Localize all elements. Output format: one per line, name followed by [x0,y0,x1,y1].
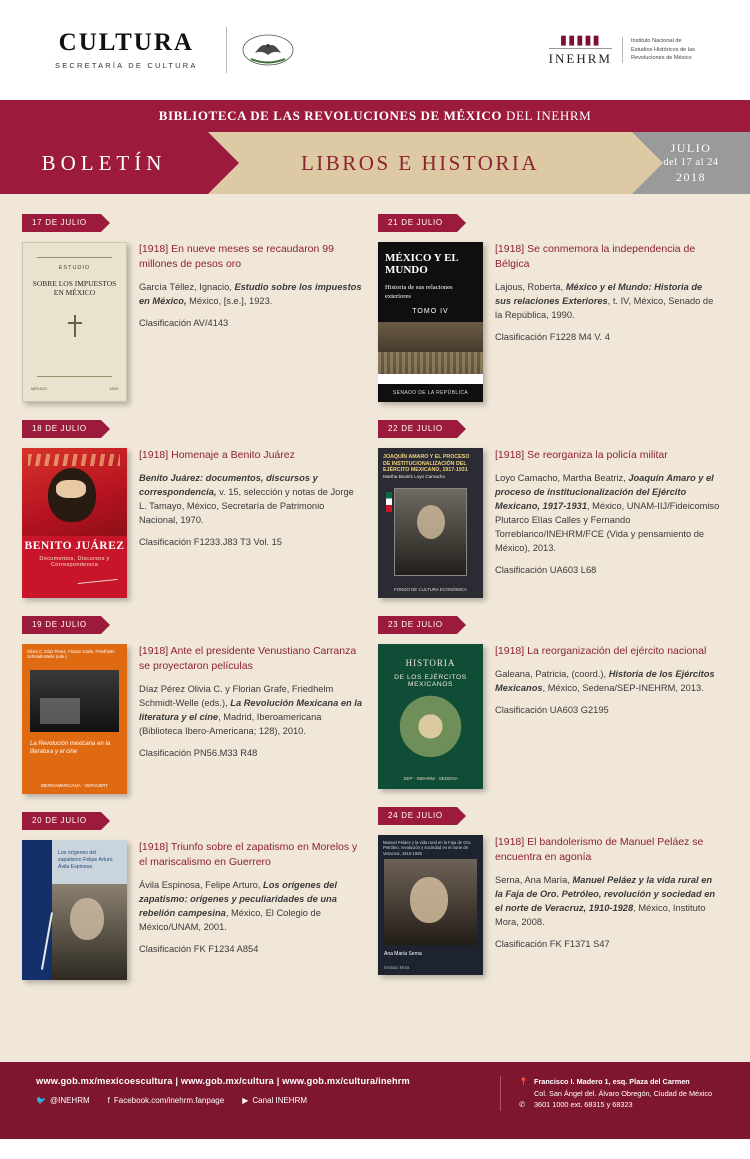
entry-clasificacion: Clasificación PN56.M33 R48 [139,748,258,759]
boletin-arrow [208,132,239,194]
escudo-nacional [241,33,295,67]
cover-header: Olivia C. Díaz Pérez, Florian Grafe, Friedhelm Schmidt-Welle (eds.) [27,649,115,660]
footer-left [0,1076,500,1111]
entry-clasificacion: Clasificación FK F1371 S47 [495,939,610,950]
footer-social [36,1096,500,1105]
cover-footer: Instituto Mora [384,965,410,970]
ref-pre: Díaz Pérez Olivia C. y Florian Grafe, Friedhelm Schmidt-Welle (eds.), [139,684,334,709]
youtube-icon: ▶ [242,1096,249,1105]
book-cover [378,835,483,975]
entries-column-left [22,212,364,996]
cross-icon [68,315,82,337]
cover-photo [378,322,483,374]
date-badge: 17 DE JULIO [22,214,101,232]
seccion-block [208,132,632,194]
ref-pre: Lajous, Roberta, [495,282,566,293]
ref-post: , Madrid, Iberoamericana (Biblioteca Ibero-Americana; 128), 2010. [139,712,322,737]
book-cover [22,242,127,402]
cover-title: MÉXICO Y EL MUNDO [385,252,459,277]
ref-pre: Ávila Espinosa, Felipe Arturo, [139,880,264,891]
ref-post: , México, Sedena/SEP-INEHRM, 2013. [542,683,704,694]
portrait-photo [384,859,477,945]
footer-contact [500,1076,750,1111]
date-badge: 22 DE JULIO [378,420,457,438]
entry-headline: [1918] Se conmemora la independencia de Bélgica [495,243,696,271]
ref-pre: Serna, Ana María, [495,875,573,886]
entry-clasificacion: Clasificación UA603 L68 [495,564,597,575]
inehrm-name: INEHRM [549,48,612,67]
fecha-mes: JULIO [670,141,712,156]
seccion-label: LIBROS E HISTORIA [300,150,540,175]
cover-line-2: SOBRE LOS IMPUESTOS EN MÉXICO [32,279,117,298]
book-cover [22,448,127,598]
entry-reference [139,879,364,935]
cover-footer: FONDO DE CULTURA ECONÓMICA [394,587,467,592]
cover-subtitle: Historia de sus relaciones exteriores [385,284,453,300]
cover-footer: IBEROAMERICANA · VERVUERT [40,783,109,788]
cover-author: Ana María Serna [384,951,422,957]
entry-item [22,810,364,980]
seccion-arrow [632,132,663,194]
ref-pre: Galeana, Patricia, (coord.), [495,669,609,680]
cover-tomo: TOMO IV [412,308,449,315]
entry-item [22,212,364,402]
flag-icon [386,492,392,512]
phone-text: 3601 1000 ext. 68315 y 68323 [534,1100,633,1110]
entry-item [378,805,720,975]
entry-reference [495,281,720,323]
entry-clasificacion: Clasificación UA603 G2195 [495,705,609,716]
entry-reference [495,874,720,930]
entries-column-right [378,212,720,996]
date-badge: 18 DE JULIO [22,420,101,438]
entry-headline: [1918] En nueve meses se recaudaron 99 millones de pesos oro [139,243,334,271]
cultura-wordmark [55,30,212,70]
ref-title: Benito Juárez: documentos, discursos y correspondencia, [139,473,318,498]
entry-headline: [1918] Triunfo sobre el zapatismo en Morelos y el mariscalismo en Guerrero [139,841,358,869]
ref-pre: García Téllez, Ignacio, [139,282,235,293]
cover-author: Martha Beatriz Loyo Camacho [383,474,446,479]
phone-row [519,1099,750,1111]
entry-clasificacion: Clasificación F1228 M4 V. 4 [495,332,610,343]
boletin-band [0,132,750,194]
entry-headline: [1918] El bandolerismo de Manuel Peláez se encuentra en agonía [495,836,704,864]
ref-title: Joaquín Amaro y el proceso de institucionalización del Ejército Mexicano, 1917-1931 [495,473,714,512]
twitter-icon: 🐦 [36,1096,46,1105]
entry-clasificacion: Clasificación FK F1234 A854 [139,944,259,955]
date-badge: 20 DE JULIO [22,812,101,830]
ref-post: , México, UNAM-IIJ/Fideicomiso Plutarco Elías Calles y Fernando Torreblanco/INEHRM/FCE (Vida y pensamiento de México), 2013. [495,501,720,553]
boletin-label: BOLETÍN [41,150,167,175]
portrait-illustration [48,468,96,522]
address-line-1: Francisco I. Madero 1, esq. Plaza del Carmen [534,1077,690,1086]
cover-header: Los orígenes del zapatismo Felipe Arturo Ávila Espinosa [58,850,113,870]
cover-header: JOAQUÍN AMARO Y EL PROCESO DE INSTITUCIONALIZACIÓN DEL EJÉRCITO MEXICANO, 1917-1931 [383,454,470,474]
cultura-title: CULTURA [58,29,194,56]
phone-icon: ✆ [519,1100,526,1110]
ref-title: Estudio sobre los impuestos en México, [139,282,362,307]
book-cover [378,242,483,402]
book-cover [378,448,483,598]
cover-footer-left: MÉXICO [31,386,47,391]
youtube-handle: Canal INEHRM [252,1096,308,1105]
twitter-link[interactable] [36,1096,90,1105]
ref-title: Los orígenes del zapatismo: orígenes y peculiaridades de una rebelión campesina [139,880,337,919]
ref-title: La Revolución Mexicana en la literatura y el cine [139,698,363,723]
ref-post: , México, El Colegio de México/UNAM, 2001. [139,908,321,933]
entry-item [378,212,720,402]
entry-headline: [1918] Ante el presidente Venustiano Carranza se proyectaron películas [139,645,357,673]
entry-reference [139,472,364,528]
page-footer [0,1062,750,1125]
cover-art [392,694,469,766]
facebook-icon: f [107,1096,110,1105]
address-row [519,1076,750,1099]
entry-clasificacion: Clasificación AV/4143 [139,318,229,329]
entry-headline: [1918] La reorganización del ejército nacional [495,645,707,657]
date-badge: 21 DE JULIO [378,214,457,232]
entry-headline: [1918] Se reorganiza la policía militar [495,449,668,461]
facebook-handle: Facebook.com/inehrm.fanpage [113,1096,225,1105]
entry-item [22,418,364,598]
entry-reference [139,683,364,739]
book-cover [22,644,127,794]
address-line-2: Col. San Ángel del. Álvaro Obregón, Ciudad de México [534,1088,713,1098]
fecha-rango: del 17 al 24 [663,157,719,169]
book-cover [22,840,127,980]
cover-title: La Revolución mexicana en la literatura y el cine [30,741,111,756]
inehrm-logo [549,33,695,67]
entry-item [22,614,364,794]
cover-line-1: ESTUDIO [58,265,91,271]
ref-post: , México, Instituto Mora, 2008. [495,903,706,928]
entry-reference [139,281,364,309]
footer-strip [0,1125,750,1139]
date-badge: 23 DE JULIO [378,616,457,634]
entry-headline: [1918] Homenaje a Benito Juárez [139,449,295,461]
cover-title: BENITO JUÁREZ [24,540,125,552]
boletin-label-block [0,132,208,194]
cover-image [30,670,119,732]
twitter-handle: @INEHRM [49,1096,90,1105]
date-badge: 19 DE JULIO [22,616,101,634]
signature-decoration [76,566,117,584]
cover-subtitle: Documentos, Discursos y Correspondencia [39,556,110,568]
cover-footer: SENADO DE LA REPÚBLICA [392,390,469,396]
entries-grid [22,212,728,996]
inehrm-glyph-icon: ▮▮▮▮▮ [559,32,601,47]
fecha-anio: 2018 [676,169,706,184]
cover-header: Manuel Peláez y la vida rural en la Faja de Oro. Petróleo, revolución y sociedad en el norte de Veracruz, 1910-1928 [383,840,472,856]
entry-item [378,614,720,789]
location-pin-icon: 📍 [519,1077,529,1086]
logo-header [0,0,750,100]
footer-links[interactable]: www.gob.mx/mexicoescultura | www.gob.mx/cultura | www.gob.mx/cultura/inehrm [36,1076,410,1086]
youtube-link[interactable] [242,1096,307,1105]
ref-title: México y el Mundo: Historia de sus relaciones Exteriores [495,282,703,307]
ref-pre: Loyo Camacho, Martha Beatriz, [495,473,629,484]
entries-content [0,194,750,1062]
cover-footer-right: 1923 [109,386,118,391]
entry-clasificacion: Clasificación F1233.J83 T3 Vol. 15 [139,536,282,547]
book-cover [378,644,483,789]
cover-footer: SEP · INEHRM · SEDENA [403,776,458,781]
rays-decoration [28,454,120,466]
inehrm-description: Instituto Nacional de Estudios Históricos de las Revoluciones de México [622,37,695,62]
inehrm-mark [549,33,612,67]
portrait-photo [394,488,467,576]
eagle-icon [241,33,295,67]
cover-subtitle: DE LOS EJÉRCITOS MEXICANOS [394,674,467,688]
date-badge: 24 DE JULIO [378,807,457,825]
cultura-logo [55,27,295,73]
entry-reference [495,668,720,696]
biblioteca-title [159,108,592,124]
entry-item [378,418,720,598]
cover-title: HISTORIA [405,658,456,668]
cultura-subtitle: SECRETARÍA DE CULTURA [55,61,198,70]
logo-divider [226,27,227,73]
entry-reference [495,472,720,556]
portrait-photo [52,884,127,980]
facebook-link[interactable] [108,1096,225,1105]
ref-post: México, [s.e.], 1923. [186,296,273,307]
ref-title: Manuel Peláez y la vida rural en la Faja de Oro. Petróleo, revolución y sociedad en el norte de Veracruz, 1910-1928 [495,875,716,914]
ref-title: Historia de los Ejércitos Mexicanos [495,669,715,694]
address-text [534,1076,712,1099]
biblioteca-title-band [0,100,750,132]
ref-post: v. 15, selección y notas de Jorge L. Tamayo, México, Secretaría de Patrimonio Nacional, 1970. [139,487,354,526]
biblioteca-title-strong: BIBLIOTECA DE LAS REVOLUCIONES DE MÉXICO [158,108,503,123]
biblioteca-title-light: DEL INEHRM [502,108,592,123]
ref-post: , t. IV, México, Senado de la República, 1990. [495,296,714,321]
